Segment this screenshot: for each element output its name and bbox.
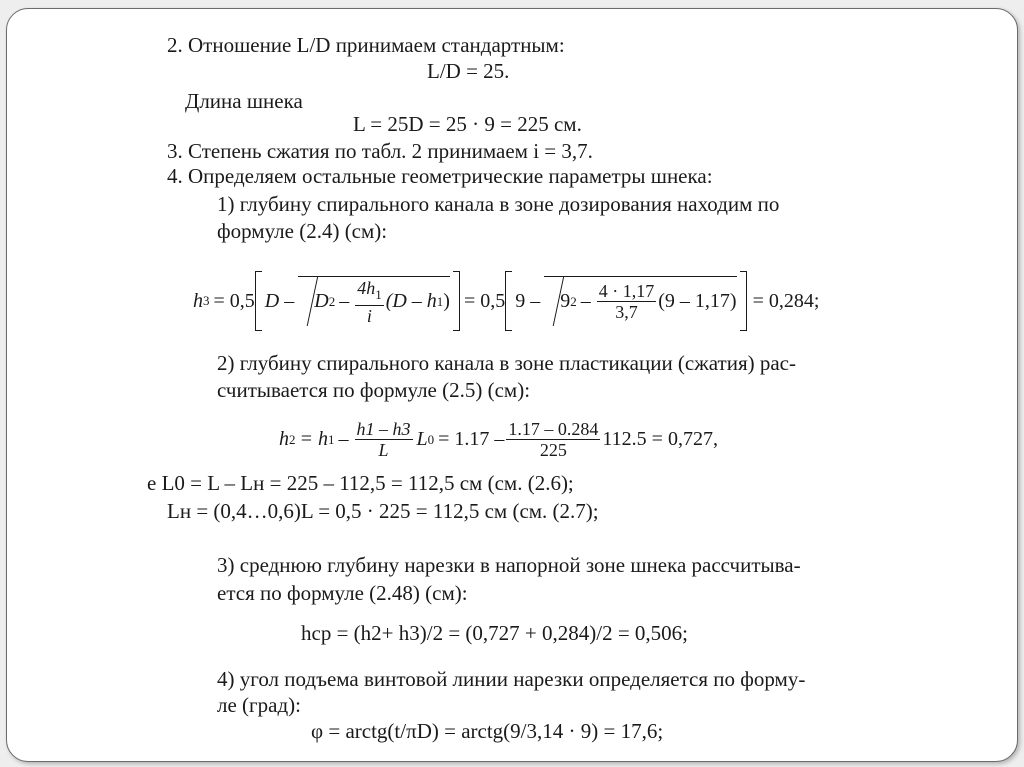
f1-minus2: – (580, 290, 591, 312)
f2-fraction (355, 419, 413, 460)
line-13: 3) среднюю глубину нарезки в напорной зоне шнека рассчитыва- (217, 553, 801, 577)
f2-minus: – (338, 428, 349, 450)
f2-h1-sub: 1 (328, 431, 335, 447)
line-5: 3. Степень сжатия по табл. 2 принимаем i = 3,7. (167, 139, 593, 163)
line-11: e L0 = L – Lн = 225 – 112,5 = 112,5 см (см. (2.6); (147, 471, 574, 495)
f1-D: D – (264, 289, 295, 312)
line-2: L/D = 25. (427, 59, 510, 83)
line-6: 4. Определяем остальные геометрические параметры шнека: (167, 164, 713, 188)
f1-minus: – (339, 290, 350, 312)
line-1: 2. Отношение L/D принимаем стандартным: (167, 33, 565, 57)
f1-den2: 3,7 (615, 302, 638, 322)
document-page (7, 9, 1017, 761)
f1-bracket-left (255, 271, 262, 331)
f1-lhs: h (193, 289, 203, 312)
f2-lhs-sub: 2 (289, 431, 296, 447)
f1-result: = 0,284; (752, 289, 820, 312)
f2-eq: = h (299, 428, 328, 450)
line-16: 4) угол подъема винтовой линии нарезки определяется по форму- (217, 667, 806, 691)
f2-den2: 225 (539, 440, 567, 460)
f1-paren-close: ) (443, 290, 450, 312)
f1-num-sub: 1 (375, 286, 382, 302)
f1-den: i (366, 305, 372, 326)
line-12: Lн = (0,4…0,6)L = 0,5 · 225 = 112,5 см (см. (2.7); (167, 499, 599, 523)
line-3: Длина шнека (185, 89, 303, 113)
line-10: считывается по формуле (2.5) (см): (217, 378, 531, 402)
f1-bracket2-left (505, 271, 512, 331)
f1-lhs-sub: 3 (203, 293, 210, 308)
f2-lhs: h (279, 428, 289, 450)
line-18: φ = arctg(t/πD) = arctg(9/3,14 · 9) = 17,6; (311, 719, 664, 743)
f1-num: 4h (357, 277, 376, 298)
f1-fraction (355, 278, 384, 326)
f1-paren: (D – h (385, 290, 437, 312)
f2-num2: 1.17 – 0.284 (508, 419, 599, 439)
line-14: ется по формуле (2.48) (см): (217, 581, 468, 605)
formula-h2 (279, 419, 718, 460)
f1-sq: 2 (328, 293, 336, 309)
f1-nine: 9 – (515, 289, 541, 312)
line-17: ле (град): (217, 693, 301, 717)
f1-nine2: 9 (560, 290, 571, 312)
line-4: L = 25D = 25 · 9 = 225 см. (353, 112, 582, 136)
f1-sqrt2 (544, 276, 736, 327)
line-7: 1) глубину спирального канала в зоне дозирования находим по (217, 192, 780, 216)
f1-bracket2-right (740, 271, 747, 331)
f2-den: L (378, 440, 389, 460)
formula-h3 (193, 271, 819, 331)
f1-coef: = 0,5 (213, 289, 255, 312)
line-15: hср = (h2+ h3)/2 = (0,727 + 0,284)/2 = 0,506; (301, 621, 689, 645)
f2-tail: 112.5 = 0,727, (602, 428, 718, 450)
f2-eq2: = 1.17 – (438, 428, 505, 450)
f1-bracket-right (453, 271, 460, 331)
slide (6, 8, 1018, 762)
f2-L0-sub: 0 (427, 431, 435, 447)
line-9: 2) глубину спирального канала в зоне пластикации (сжатия) рас- (217, 351, 796, 375)
f2-L0: L (416, 428, 428, 450)
f1-paren-sub: 1 (436, 293, 444, 309)
line-8: формуле (2.4) (см): (217, 219, 388, 243)
f1-num2: 4 · 1,17 (598, 281, 655, 301)
f2-fraction2 (506, 419, 600, 460)
f1-eq2: = 0,5 (463, 289, 506, 312)
f1-sqrt (298, 276, 450, 327)
f1-fraction2 (597, 281, 657, 322)
f2-num: h1 – h3 (356, 419, 411, 439)
f1-nine-sq: 2 (570, 293, 577, 309)
f1-D2: D (314, 290, 329, 312)
f1-paren2: (9 – 1,17) (658, 290, 737, 312)
